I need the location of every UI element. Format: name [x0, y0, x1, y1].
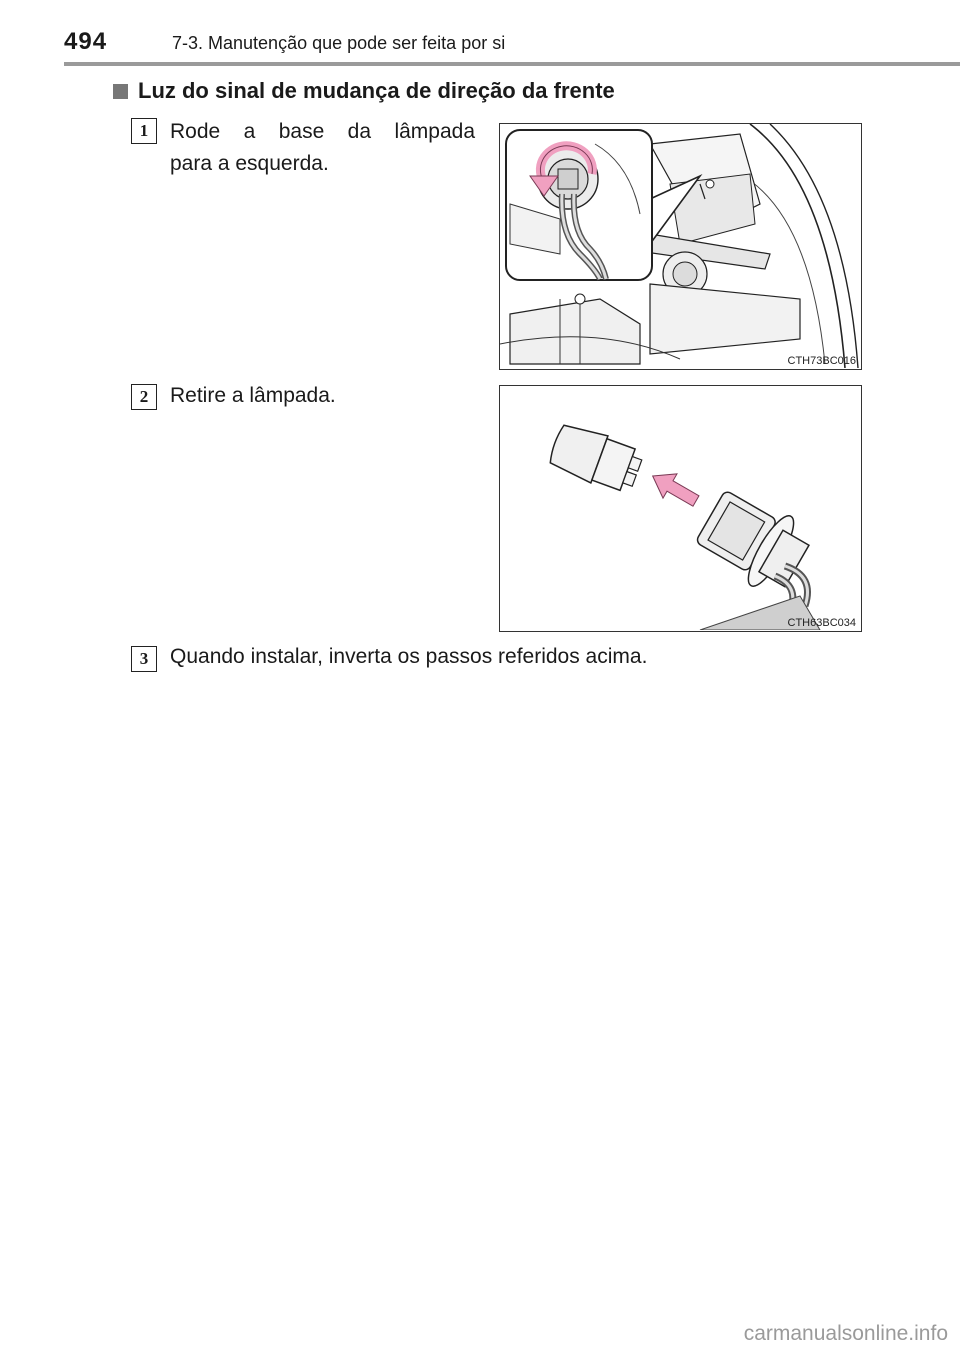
step-text-1	[170, 116, 475, 180]
step-text-3: Quando instalar, inverta os passos referidos acima.	[170, 645, 648, 668]
running-head: 7-3. Manutenção que pode ser feita por si	[172, 33, 506, 53]
step-number-2: 2	[131, 384, 157, 410]
step-number-1: 1	[131, 118, 157, 144]
page-number: 494	[64, 28, 108, 55]
figure-code-2: CTH63BC034	[787, 617, 856, 629]
bulb-socket-rotation-illustration	[500, 124, 860, 368]
figure-code-1: CTH73BC016	[787, 355, 856, 367]
step-text-1-line2: para a esquerda.	[170, 152, 329, 175]
figure-step-1	[499, 123, 862, 370]
step-number-3: 3	[131, 646, 157, 672]
section-bullet-icon	[113, 84, 128, 99]
bulb-removal-illustration	[500, 386, 860, 630]
step-text-1-line1: Rode a base da lâmpada	[170, 120, 475, 143]
section-title	[113, 78, 615, 104]
figure-step-2	[499, 385, 862, 632]
header-rule	[64, 62, 960, 66]
step-text-2: Retire a lâmpada.	[170, 384, 336, 407]
watermark: carmanualsonline.info	[743, 1322, 948, 1345]
section-title-text: Luz do sinal de mudança de direção da frente	[138, 78, 615, 103]
